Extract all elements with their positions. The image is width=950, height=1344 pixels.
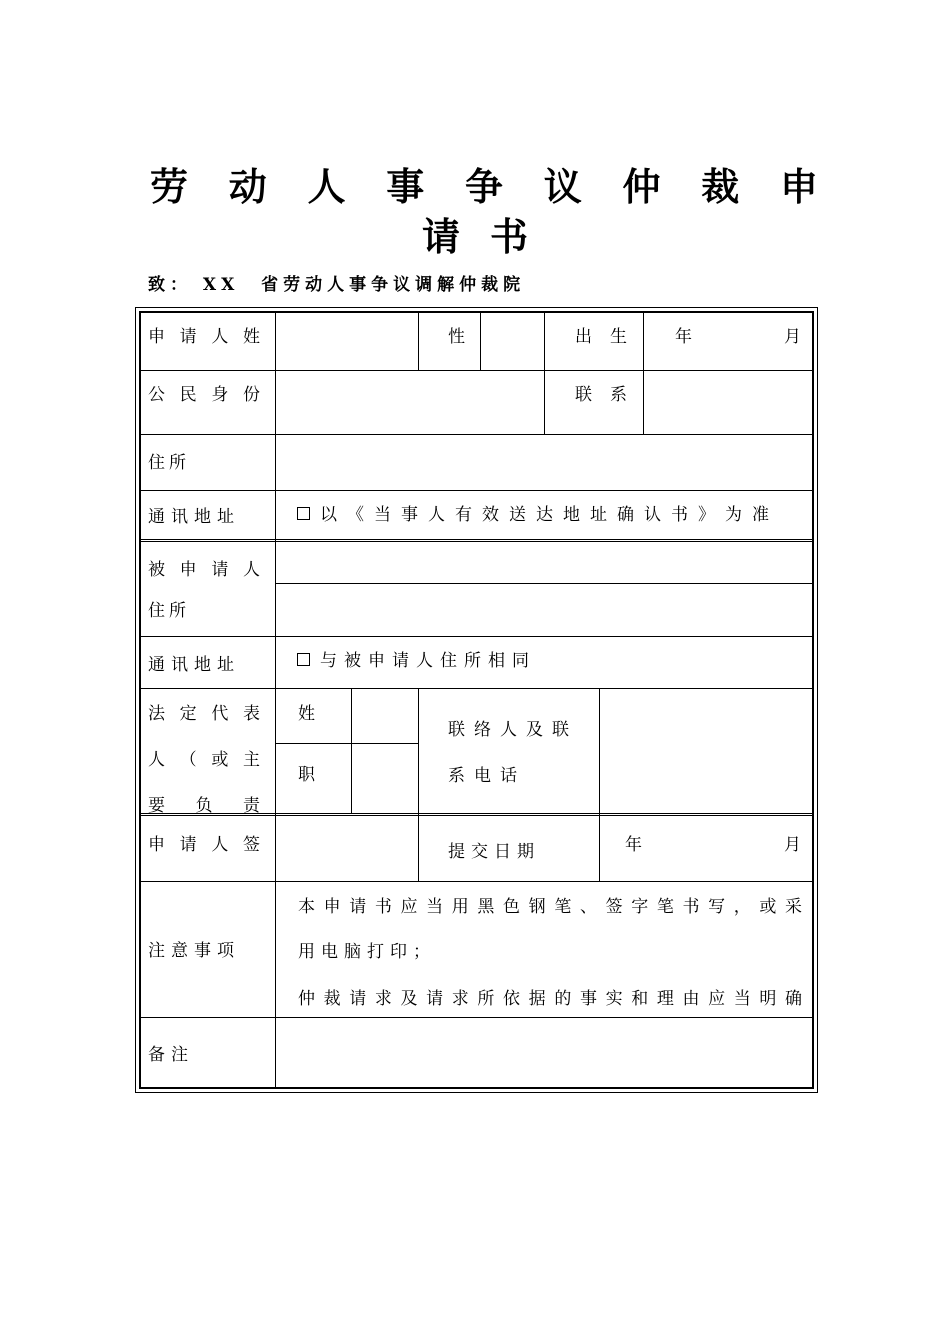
applicant-id-field[interactable] xyxy=(277,372,543,433)
applicant-birth-month: 月 xyxy=(784,327,809,347)
applicant-mailing-label: 通讯地址 xyxy=(148,507,240,527)
column-divider xyxy=(418,688,419,881)
applicant-name-field[interactable] xyxy=(277,313,417,369)
submit-date-year: 年 xyxy=(625,835,650,855)
applicant-id-label: 公民身份 xyxy=(148,385,260,405)
column-divider xyxy=(643,311,644,434)
applicant-birth-label: 出生 xyxy=(575,327,627,347)
respondent-mailing-label: 通讯地址 xyxy=(148,655,240,675)
row-divider xyxy=(139,688,814,689)
row-divider xyxy=(139,1017,814,1018)
respondent-mailing-text: 与被申请人住所相同 xyxy=(320,651,536,671)
representative-name-label: 姓 xyxy=(298,704,323,724)
liaison-label-line1: 联络人及联 xyxy=(448,720,578,740)
row-divider xyxy=(275,743,418,744)
row-divider xyxy=(139,490,814,491)
column-divider xyxy=(275,311,276,1089)
submit-date-month: 月 xyxy=(784,835,809,855)
notes-line1: 本申请书应当用黑色钢笔、签字笔书写，或采 xyxy=(298,897,802,917)
applicant-gender-field[interactable] xyxy=(482,313,542,369)
column-divider xyxy=(351,688,352,814)
signature-label: 申请人签 xyxy=(148,835,260,855)
row-divider xyxy=(139,881,814,882)
checkbox-icon[interactable] xyxy=(297,653,310,666)
representative-label-line3: 要负责 xyxy=(148,796,260,816)
respondent-residence-field[interactable] xyxy=(277,585,812,635)
applicant-contact-label: 联系 xyxy=(575,385,627,405)
representative-title-field[interactable] xyxy=(353,745,417,812)
notes-label: 注意事项 xyxy=(148,941,240,961)
submit-date-label: 提交日期 xyxy=(448,842,540,862)
applicant-residence-label: 住所 xyxy=(148,453,190,473)
applicant-birth-year: 年 xyxy=(675,327,700,347)
notes-line3: 仲裁请求及请求所依据的事实和理由应当明确 xyxy=(298,989,802,1009)
document-title-line1: 劳动人事争议仲裁申 xyxy=(150,164,820,209)
signature-field[interactable] xyxy=(277,817,417,880)
applicant-residence-field[interactable] xyxy=(277,436,812,489)
representative-title-label: 职 xyxy=(298,765,323,785)
applicant-mailing-option[interactable] xyxy=(297,504,802,530)
column-divider xyxy=(418,311,419,370)
column-divider xyxy=(599,688,600,881)
applicant-mailing-text: 以《当事人有效送达地址确认书》为准 xyxy=(320,505,779,525)
remarks-field[interactable] xyxy=(277,1019,812,1087)
liaison-label-line2: 系电话 xyxy=(448,766,526,786)
applicant-gender-label: 性 xyxy=(448,327,473,347)
respondent-residence-label: 住所 xyxy=(148,601,190,621)
representative-name-field[interactable] xyxy=(353,690,417,742)
column-divider xyxy=(480,311,481,370)
row-divider xyxy=(139,636,814,637)
notes-line2: 用电脑打印； xyxy=(298,942,436,962)
respondent-field[interactable] xyxy=(277,543,812,582)
applicant-contact-field[interactable] xyxy=(645,372,812,433)
document-title-line2: 请书 xyxy=(421,214,558,259)
liaison-field[interactable] xyxy=(601,690,812,812)
representative-label-line2: 人（或主 xyxy=(148,750,260,770)
row-divider xyxy=(139,434,814,435)
column-divider xyxy=(544,311,545,434)
respondent-mailing-option[interactable] xyxy=(297,650,802,676)
section-divider xyxy=(139,539,814,542)
addressee-line: 致： XX 省劳动人事争议调解仲裁院 xyxy=(148,275,526,295)
row-divider xyxy=(139,370,814,371)
remarks-label: 备注 xyxy=(148,1045,194,1065)
respondent-label: 被申请人 xyxy=(148,560,260,580)
row-divider xyxy=(275,583,814,584)
checkbox-icon[interactable] xyxy=(297,507,310,520)
applicant-name-label: 申请人姓 xyxy=(148,327,260,347)
representative-label-line1: 法定代表 xyxy=(148,704,260,724)
